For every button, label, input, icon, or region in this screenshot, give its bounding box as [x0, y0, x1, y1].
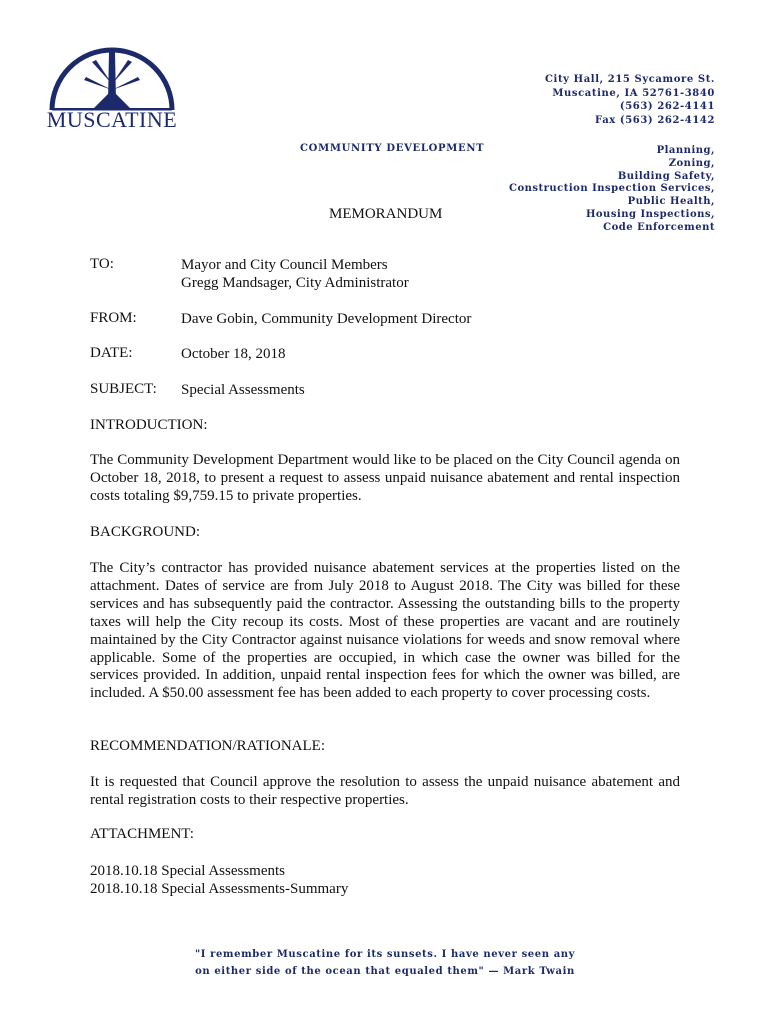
subject-label: SUBJECT: — [90, 381, 157, 397]
department-name: COMMUNITY DEVELOPMENT — [300, 143, 485, 154]
city-logo — [46, 40, 178, 132]
quote-line2: on either side of the ocean that equaled them" — Mark Twain — [195, 966, 575, 977]
address-block — [545, 73, 715, 127]
background-heading: BACKGROUND: — [90, 524, 201, 540]
subject-value: Special Assessments — [181, 382, 305, 398]
attachment-heading: ATTACHMENT: — [90, 826, 194, 842]
quote-line1: "I remember Muscatine for its sunsets. I have never seen any — [194, 949, 576, 960]
services-list — [509, 145, 715, 235]
service-item: Construction Inspection Services, — [508, 183, 715, 195]
intro-heading: INTRODUCTION: — [90, 417, 208, 433]
footer-quote — [0, 946, 770, 980]
from-label: FROM: — [90, 310, 137, 326]
address-line2: Muscatine, IA 52761-3840 — [552, 87, 715, 99]
attachment-item: 2018.10.18 Special Assessments — [90, 863, 285, 879]
date-value: October 18, 2018 — [181, 346, 286, 362]
service-item: Building Safety, — [617, 170, 715, 182]
service-item: Code Enforcement — [603, 221, 715, 233]
date-label: DATE: — [90, 345, 133, 361]
intro-paragraph: The Community Development Department would like to be placed on the City Council agenda on October 18, 2018, to present a request to assess unpaid nuisance abatement and rental inspection costs totaling $9,759.15 to private properties. — [90, 452, 680, 504]
phone-number: (563) 262-4141 — [619, 101, 715, 112]
recommendation-paragraph: It is requested that Council approve the resolution to assess the unpaid nuisance abatement and rental registration costs to their respective properties. — [90, 774, 680, 808]
memo-title: MEMORANDUM — [329, 206, 443, 222]
from-value: Dave Gobin, Community Development Director — [181, 311, 472, 327]
to-recipient-2: Gregg Mandsager, City Administrator — [181, 275, 409, 291]
address-line1: City Hall, 215 Sycamore St. — [545, 74, 715, 85]
background-paragraph: The City’s contractor has provided nuisance abatement services at the properties listed on the attachment. Dates of service are from July 2018 to August 2018. The City was billed for these services and has subsequently paid the contractor. Assessing the outstanding bills to the property taxes will help the City recoup its costs. Most of these properties are vacant and are routinely maintained by the City Contractor against nuisance violations for weeds and snow removal where applicable. Some of the properties are occupied, in which case the owner was billed for the services provided. In addition, unpaid rental inspection fees for which the owner was billed, are included. A $50.00 assessment fee has been added to each property to cover processing costs. — [90, 560, 680, 702]
attachment-list — [90, 862, 348, 898]
service-item: Planning, — [656, 145, 715, 156]
service-item: Zoning, — [668, 157, 715, 169]
attachment-item: 2018.10.18 Special Assessments-Summary — [90, 881, 349, 897]
to-label: TO: — [90, 256, 114, 272]
service-item: Housing Inspections, — [585, 208, 715, 220]
logo-wordmark: MUSCATINE — [46, 107, 178, 132]
sunset-emblem-icon — [46, 40, 178, 132]
to-recipient-1: Mayor and City Council Members — [181, 257, 388, 273]
service-item: Public Health, — [627, 196, 715, 208]
to-value — [181, 256, 409, 292]
recommendation-heading: RECOMMENDATION/RATIONALE: — [90, 738, 325, 754]
fax-number: Fax (563) 262-4142 — [595, 114, 715, 126]
